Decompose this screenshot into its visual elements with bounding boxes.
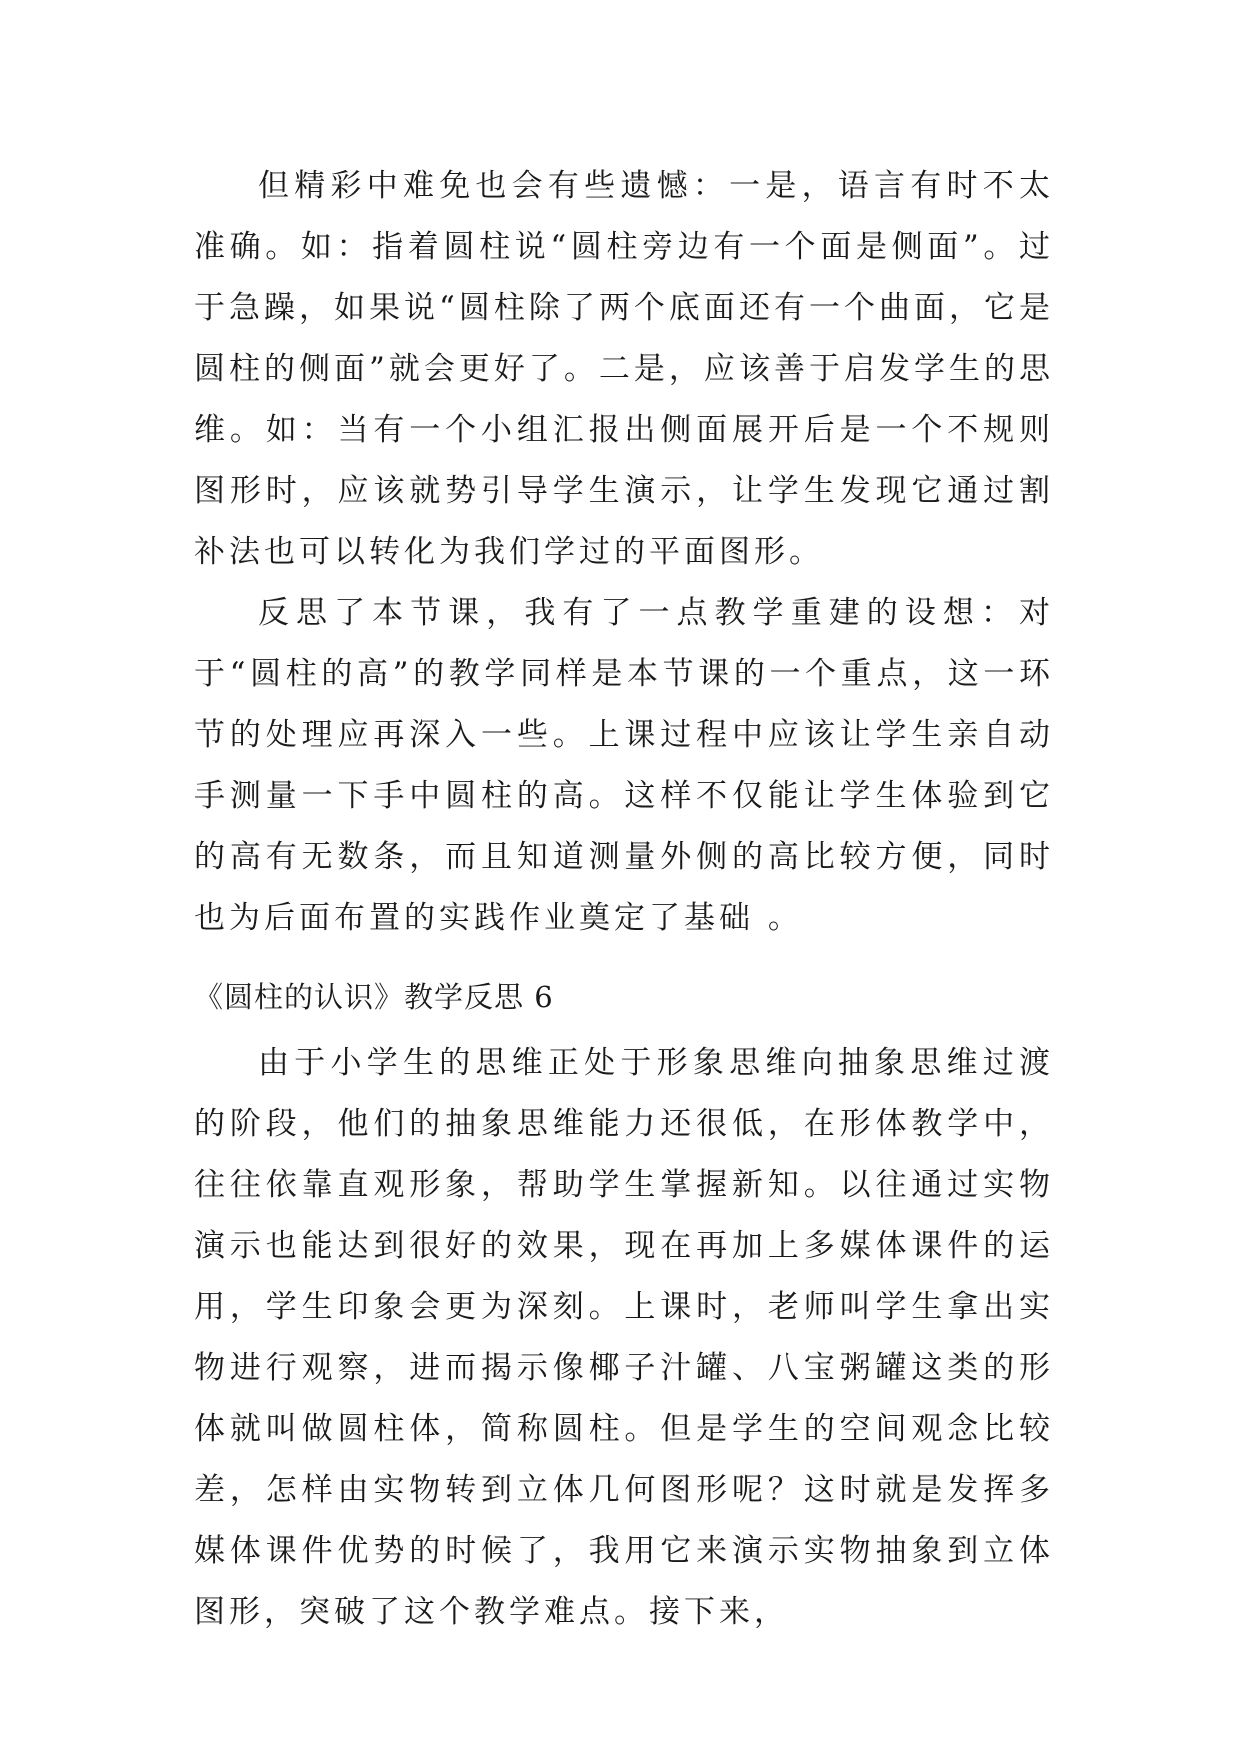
text-block-bottom — [194, 1033, 1054, 1643]
section-heading: 《圆柱的认识》教学反思 6 — [194, 980, 554, 1014]
text-block-top — [194, 156, 1054, 949]
paragraph-multimedia: 由于小学生的思维正处于形象思维向抽象思维过渡的阶段，他们的抽象思维能力还很低，在形体教学中，往往依靠直观形象，帮助学生掌握新知。以往通过实物演示也能达到很好的效果，现在再加上多媒体课件的运用，学生印象会更为深刻。上课时，老师叫学生拿出实物进行观察，进而揭示像椰子汁罐、八宝粥罐这类的形体就叫做圆柱体，简称圆柱。但是学生的空间观念比较差，怎样由实物转到立体几何图形呢？这时就是发挥多媒体课件优势的时候了，我用它来演示实物抽象到立体图形，突破了这个教学难点。接下来， — [194, 1045, 1054, 1630]
paragraph-regrets: 但精彩中难免也会有些遗憾：一是，语言有时不太准确。如：指着圆柱说“圆柱旁边有一个面是侧面”。过于急躁，如果说“圆柱除了两个底面还有一个曲面，它是圆柱的侧面”就会更好了。二是，应该善于启发学生的思维。如：当有一个小组汇报出侧面展开后是一个不规则图形时，应该就势引导学生演示，让学生发现它通过割补法也可以转化为我们学过的平面图形。 — [194, 168, 1054, 570]
paragraph-reflection: 反思了本节课，我有了一点教学重建的设想：对于“圆柱的高”的教学同样是本节课的一个重点，这一环节的处理应再深入一些。上课过程中应该让学生亲自动手测量一下手中圆柱的高。这样不仅能让学生体验到它的高有无数条，而且知道测量外侧的高比较方便，同时也为后面布置的实践作业奠定了基础 。 — [194, 595, 1054, 936]
